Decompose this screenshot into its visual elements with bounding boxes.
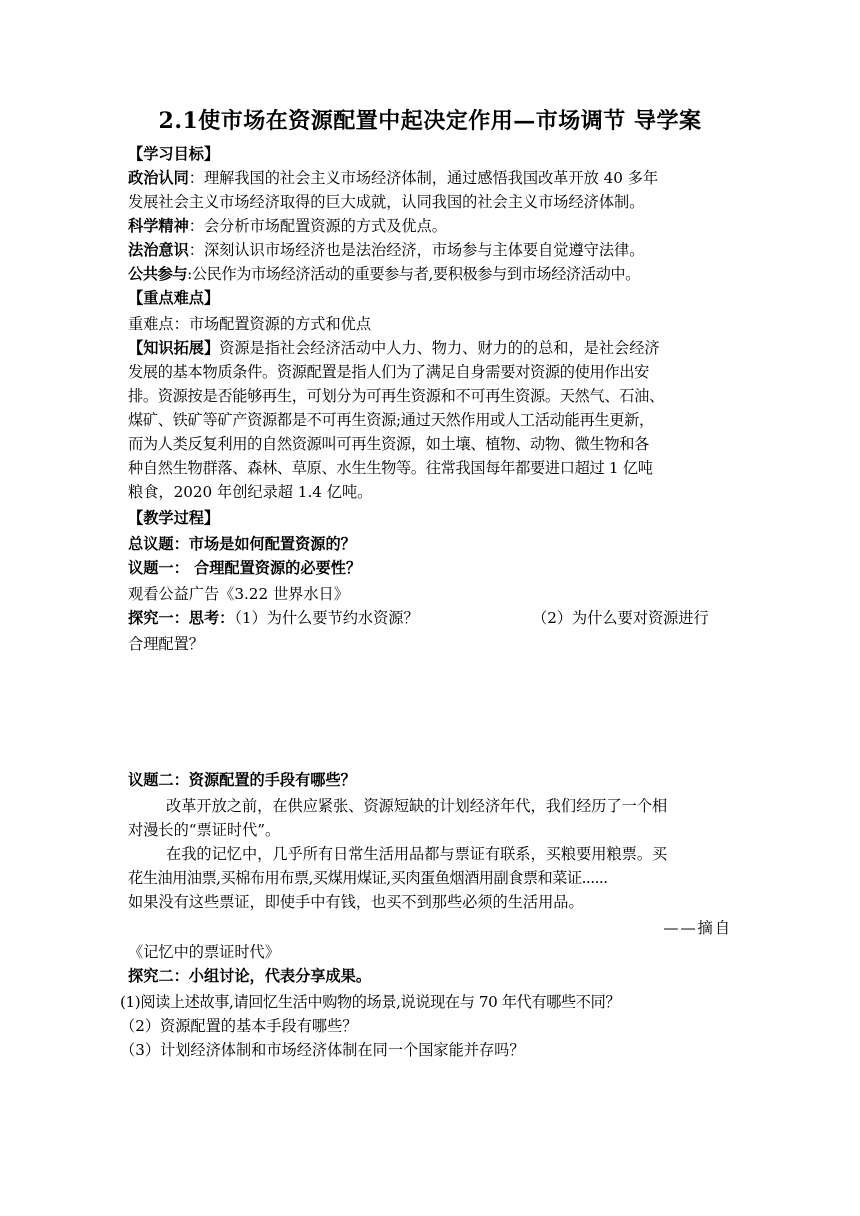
discussion-question-1: (1)阅读上述故事,请回忆生活中购物的场景,说说现在与 70 年代有哪些不同？ xyxy=(120,993,621,1011)
knowledge-line-3: 排。资源按是否能够再生，可划分为可再生资源和不可再生资源。天然气、石油、 xyxy=(128,387,664,405)
keypoints-heading: 【重点难点】 xyxy=(128,289,220,307)
story-para-2-line-1: 在我的记忆中，几乎所有日常生活用品都与票证有联系，买粮要用粮票。买 xyxy=(166,845,668,863)
objective-political xyxy=(128,166,732,190)
objectives-heading: 【学习目标】 xyxy=(128,145,220,163)
knowledge-label: 【知识拓展】 xyxy=(128,339,220,357)
source-attribution: ——摘自 xyxy=(663,919,732,937)
knowledge-line-6: 种自然生物群落、森林、草原、水生生物等。往常我国每年都要进口超过 1 亿吨 xyxy=(128,459,653,477)
knowledge-text-1: 资源是指社会经济活动中人力、物力、财力的的总和，是社会经济 xyxy=(219,339,660,357)
knowledge-line-1 xyxy=(128,336,732,360)
objective-public-label: 公共参与 xyxy=(128,265,188,283)
knowledge-line-7: 粮食，2020 年创纪录超 1.4 亿吨。 xyxy=(128,483,373,501)
objective-political-cont: 发展社会主义市场经济取得的巨大成就，认同我国的社会主义市场经济体制。 xyxy=(128,193,645,211)
topic-one: 议题一： 合理配置资源的必要性？ xyxy=(128,559,362,577)
objective-law-label: 法治意识 xyxy=(128,241,189,259)
objective-public-text: :公民作为市场经济活动的重要参与者,要积极参与到市场经济活动中。 xyxy=(187,265,640,283)
process-heading: 【教学过程】 xyxy=(128,509,220,527)
explore-one xyxy=(128,606,732,630)
story-para-2-line-3: 如果没有这些票证，即使手中有钱，也买不到那些必须的生活用品。 xyxy=(128,893,584,911)
topic-two: 议题二：资源配置的手段有哪些？ xyxy=(128,771,356,789)
objective-law xyxy=(128,238,732,262)
story-para-1-line-2: 对漫长的“票证时代”。 xyxy=(128,821,281,839)
objective-public xyxy=(128,262,732,286)
knowledge-line-2: 发展的基本物质条件。资源配置是指人们为了满足自身需要对资源的使用作出安 xyxy=(128,363,650,381)
source-title: 《记忆中的票证时代》 xyxy=(128,943,280,961)
objective-political-text: ：理解我国的社会主义市场经济体制，通过感悟我国改革开放 40 多年 xyxy=(188,169,659,187)
objective-science xyxy=(128,214,732,238)
objective-science-text: ：会分析市场配置资源的方式及优点。 xyxy=(188,217,447,235)
objective-political-label: 政治认同 xyxy=(128,169,189,187)
topic-one-watch: 观看公益广告《3.22 世界水日》 xyxy=(128,585,349,603)
knowledge-line-4: 煤矿、铁矿等矿产资源都是不可再生资源;通过天然作用或人工活动能再生更新， xyxy=(128,411,654,429)
objective-science-label: 科学精神 xyxy=(128,217,189,235)
objective-law-text: ：深刻认识市场经济也是法治经济，市场参与主体要自觉遵守法律。 xyxy=(188,241,645,259)
explore-two: 探究二：小组讨论，代表分享成果。 xyxy=(128,967,371,985)
discussion-question-3: （3）计划经济体制和市场经济体制在同一个国家能并存吗？ xyxy=(120,1041,525,1059)
explore-one-question-1: （1）为什么要节约水资源？ xyxy=(234,609,419,627)
story-para-2-line-2: 花生油用油票,买棉布用布票,买煤用煤证,买肉蛋鱼烟酒用副食票和菜证...... xyxy=(128,869,608,887)
keypoints-text: 重难点：市场配置资源的方式和优点 xyxy=(128,315,371,333)
overall-topic: 总议题：市场是如何配置资源的？ xyxy=(128,535,356,553)
discussion-question-2: （2）资源配置的基本手段有哪些？ xyxy=(120,1017,358,1035)
story-para-1-line-1: 改革开放之前，在供应紧张、资源短缺的计划经济年代，我们经历了一个相 xyxy=(166,797,668,815)
knowledge-line-5: 而为人类反复利用的自然资源叫可再生资源，如土壤、植物、动物、微生物和各 xyxy=(128,435,650,453)
explore-one-question-2: （2）为什么要对资源进行 xyxy=(532,609,709,627)
document-title: 2.1使市场在资源配置中起决定作用—市场调节 导学案 xyxy=(158,108,702,134)
explore-one-question-2-cont: 合理配置？ xyxy=(128,635,204,653)
explore-one-label: 探究一：思考： xyxy=(128,609,235,627)
